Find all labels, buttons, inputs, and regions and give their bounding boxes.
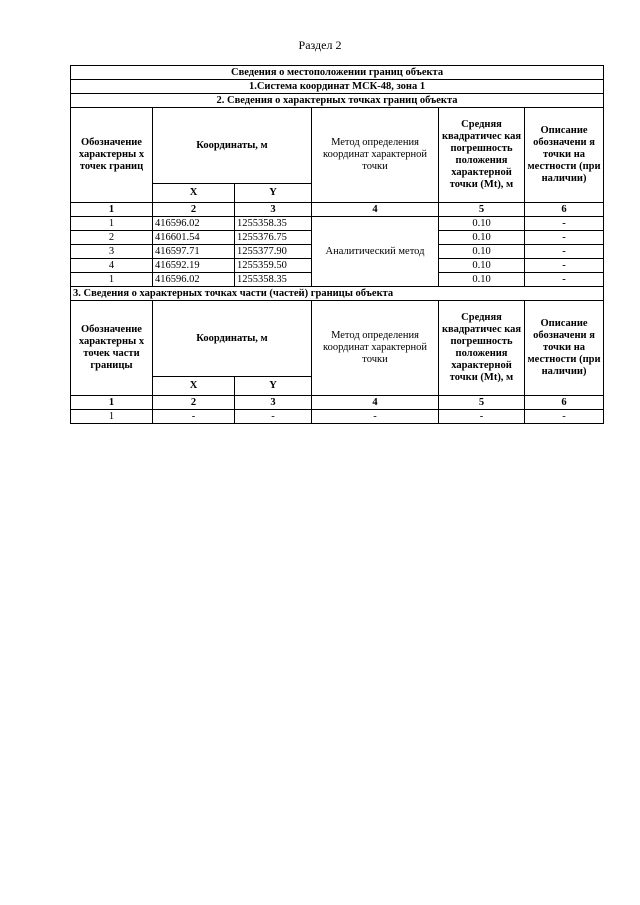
part2-header-row [71,108,604,184]
point-cell: 2 [71,231,153,245]
x-header: X [153,184,235,203]
desc-cell: - [525,245,604,259]
coord-system-row [71,80,604,94]
x-header: X [153,377,235,396]
designation-header: Обозначение характерны х точек границ [71,108,153,203]
method-header: Метод определения координат характерной точки [312,108,439,203]
part3-title: 3. Сведения о характерных точках части (частей) границы объекта [71,287,604,301]
x-cell: 416596.02 [153,273,235,287]
method-cell: - [312,410,439,424]
part3-title-row [71,287,604,301]
desc-cell: - [525,273,604,287]
col-number: 2 [153,396,235,410]
desc-cell: - [525,217,604,231]
boundary-table [70,65,604,424]
col-number: 4 [312,396,439,410]
point-cell: 4 [71,259,153,273]
error-cell: 0.10 [439,231,525,245]
part3-number-row [71,396,604,410]
coordinates-header: Координаты, м [153,108,312,184]
part3-header-row [71,301,604,377]
y-cell: 1255359.50 [235,259,312,273]
col-number: 6 [525,203,604,217]
col-number: 4 [312,203,439,217]
x-cell: 416592.19 [153,259,235,273]
x-cell: 416596.02 [153,217,235,231]
col-number: 5 [439,203,525,217]
error-cell: - [439,410,525,424]
part2-title-row [71,94,604,108]
y-cell: 1255358.35 [235,217,312,231]
part2-title: 2. Сведения о характерных точках границ объекта [71,94,604,108]
col-number: 1 [71,203,153,217]
col-number: 3 [235,203,312,217]
error-header: Средняя квадратичес кая погрешность положения характерной точки (Mt), м [439,108,525,203]
section-label: Раздел 2 [298,38,342,52]
x-cell: 416597.71 [153,245,235,259]
desc-cell: - [525,231,604,245]
error-cell: 0.10 [439,273,525,287]
col-number: 5 [439,396,525,410]
x-cell: 416601.54 [153,231,235,245]
method-cell: Аналитический метод [312,217,439,287]
error-cell: 0.10 [439,217,525,231]
title-row [71,66,604,80]
y-header: Y [235,377,312,396]
col-number: 1 [71,396,153,410]
method-header: Метод определения координат характерной точки [312,301,439,396]
coord-system: 1.Система координат МСК-48, зона 1 [71,80,604,94]
point-cell: 1 [71,217,153,231]
point-cell: 3 [71,245,153,259]
table-row [71,217,604,231]
description-header: Описание обозначени я точки на местности (при наличии) [525,108,604,203]
designation-header: Обозначение характерны х точек части границы [71,301,153,396]
point-cell: 1 [71,410,153,424]
col-number: 3 [235,396,312,410]
desc-cell: - [525,410,604,424]
y-cell: 1255377.90 [235,245,312,259]
col-number: 6 [525,396,604,410]
table-title: Сведения о местоположении границ объекта [71,66,604,80]
table-row [71,410,604,424]
part2-number-row [71,203,604,217]
x-cell: - [153,410,235,424]
error-cell: 0.10 [439,245,525,259]
y-cell: - [235,410,312,424]
description-header: Описание обозначени я точки на местности (при наличии) [525,301,604,396]
y-header: Y [235,184,312,203]
col-number: 2 [153,203,235,217]
error-cell: 0.10 [439,259,525,273]
coordinates-header: Координаты, м [153,301,312,377]
desc-cell: - [525,259,604,273]
point-cell: 1 [71,273,153,287]
y-cell: 1255358.35 [235,273,312,287]
y-cell: 1255376.75 [235,231,312,245]
error-header: Средняя квадратичес кая погрешность положения характерной точки (Mt), м [439,301,525,396]
